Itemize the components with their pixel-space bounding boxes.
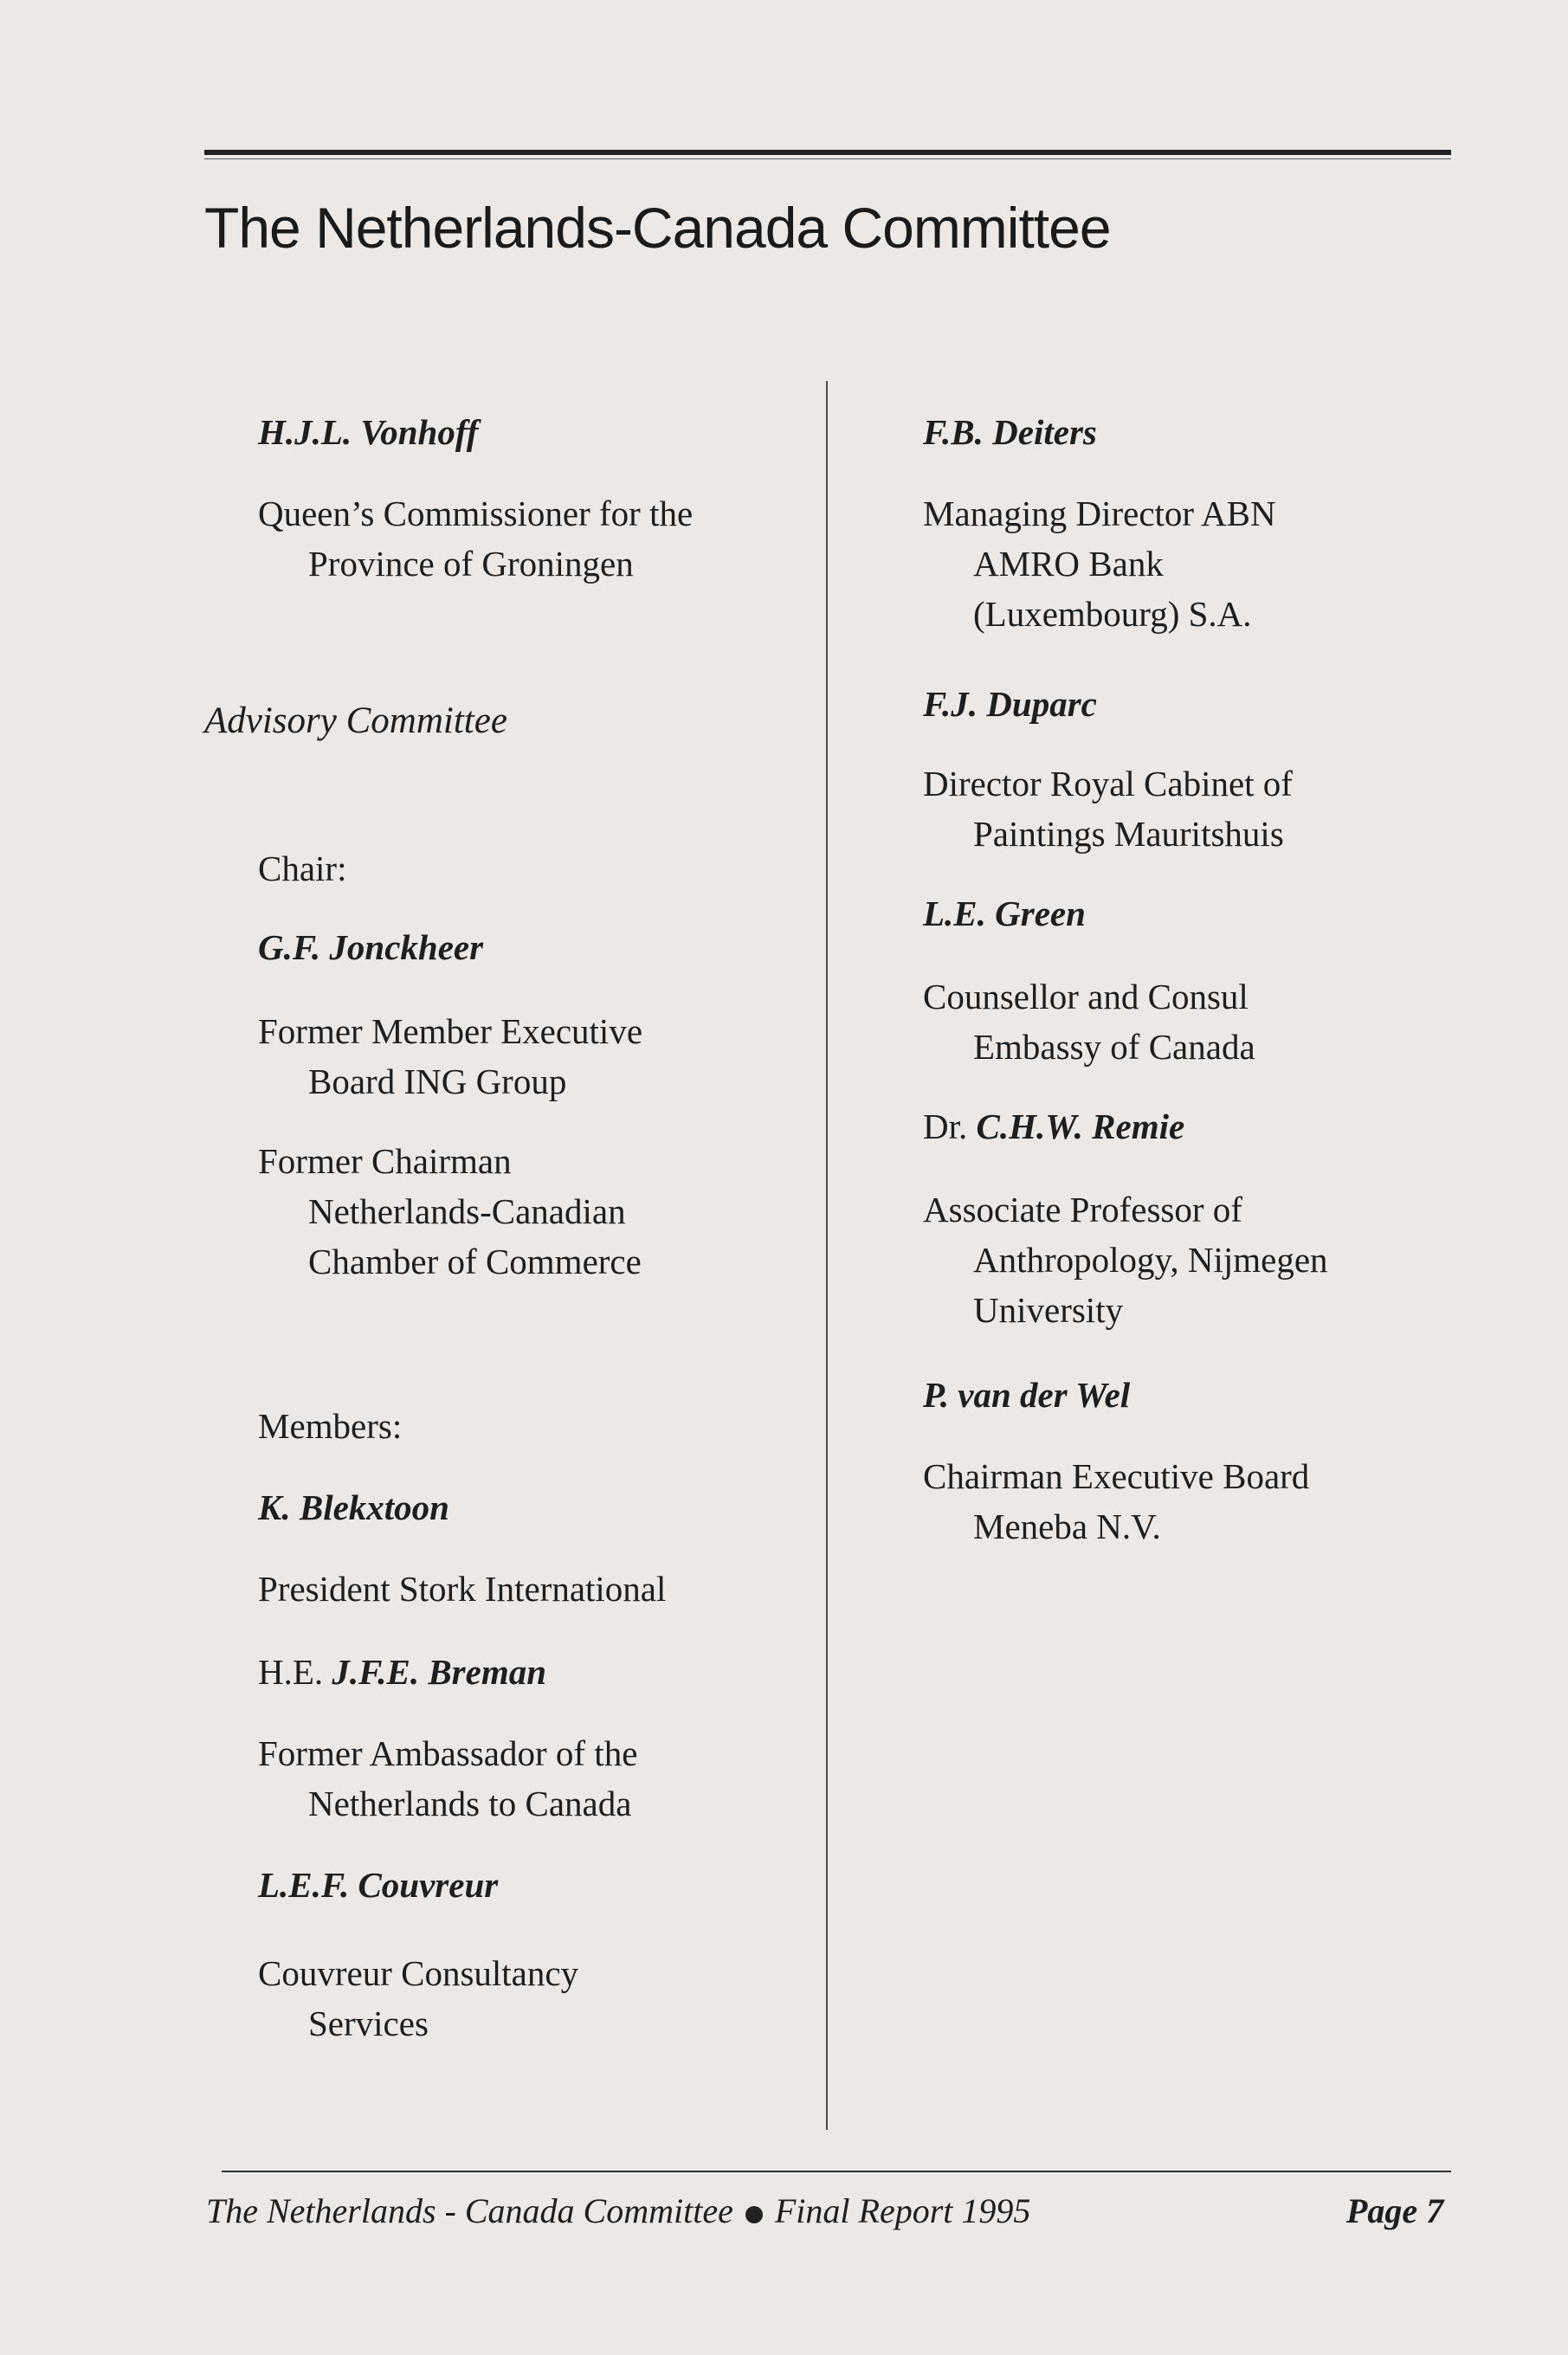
breman-prefix: H.E.	[258, 1652, 324, 1692]
page-title: The Netherlands-Canada Committee	[204, 196, 1111, 260]
jonckheer-role-line4: Netherlands-Canadian	[308, 1191, 626, 1231]
deiters-role-line1: Managing Director ABN	[923, 494, 1276, 533]
duparc-name: F.J. Duparc	[923, 684, 1097, 724]
green-name: L.E. Green	[923, 894, 1086, 933]
remie-role-line2: Anthropology, Nijmegen	[973, 1240, 1328, 1280]
footer-title-report: Final Report 1995	[774, 2191, 1031, 2230]
jonckheer-role-line3: Former Chairman	[258, 1141, 512, 1181]
column-divider	[826, 381, 828, 2130]
footer-title	[206, 2190, 1030, 2231]
top-rule-thin	[204, 158, 1451, 159]
remie-role-line3: University	[973, 1290, 1124, 1330]
footer-title-committee: The Netherlands - Canada Committee	[206, 2191, 733, 2230]
deiters-name: F.B. Deiters	[923, 412, 1097, 452]
blekxtoon-role: President Stork International	[258, 1569, 667, 1609]
green-role-line2: Embassy of Canada	[973, 1027, 1255, 1067]
blekxtoon-name: K. Blekxtoon	[258, 1487, 449, 1527]
deiters-role-line2: AMRO Bank	[973, 544, 1164, 584]
top-rule	[204, 150, 1451, 155]
vanderwel-role-line1: Chairman Executive Board	[923, 1456, 1310, 1496]
remie-line	[923, 1101, 1184, 1152]
remie-name: C.H.W. Remie	[976, 1107, 1185, 1146]
chair-label: Chair:	[258, 848, 347, 888]
vonhoff-role-line1: Queen’s Commissioner for the	[258, 494, 694, 533]
couvreur-role-line2: Services	[308, 2003, 429, 2043]
remie-prefix: Dr.	[923, 1107, 968, 1146]
vonhoff-role-line2: Province of Groningen	[308, 544, 634, 584]
breman-name: J.F.E. Breman	[332, 1652, 547, 1692]
advisory-committee-heading: Advisory Committee	[204, 700, 507, 741]
vonhoff-name: H.J.L. Vonhoff	[258, 412, 479, 452]
breman-line	[258, 1647, 546, 1697]
jonckheer-role-line2: Board ING Group	[308, 1061, 567, 1101]
page-number: Page 7	[1346, 2191, 1444, 2230]
green-role-line1: Counsellor and Consul	[923, 977, 1249, 1016]
jonckheer-name: G.F. Jonckheer	[258, 927, 484, 967]
remie-role-line1: Associate Professor of	[923, 1190, 1242, 1229]
jonckheer-role-line1: Former Member Executive	[258, 1011, 643, 1051]
breman-role-line1: Former Ambassador of the	[258, 1733, 638, 1773]
vanderwel-role-line2: Meneba N.V.	[973, 1507, 1161, 1546]
bottom-rule	[222, 2171, 1451, 2172]
couvreur-role-line1: Couvreur Consultancy	[258, 1953, 579, 1993]
couvreur-name: L.E.F. Couvreur	[258, 1865, 499, 1905]
duparc-role-line1: Director Royal Cabinet of	[923, 764, 1293, 803]
vanderwel-name: P. van der Wel	[923, 1375, 1131, 1415]
duparc-role-line2: Paintings Mauritshuis	[973, 814, 1284, 854]
jonckheer-role-line5: Chamber of Commerce	[308, 1242, 642, 1281]
members-label: Members:	[258, 1406, 403, 1446]
breman-role-line2: Netherlands to Canada	[308, 1784, 632, 1823]
bullet-icon	[745, 2206, 763, 2223]
deiters-role-line3: (Luxembourg) S.A.	[973, 594, 1252, 634]
